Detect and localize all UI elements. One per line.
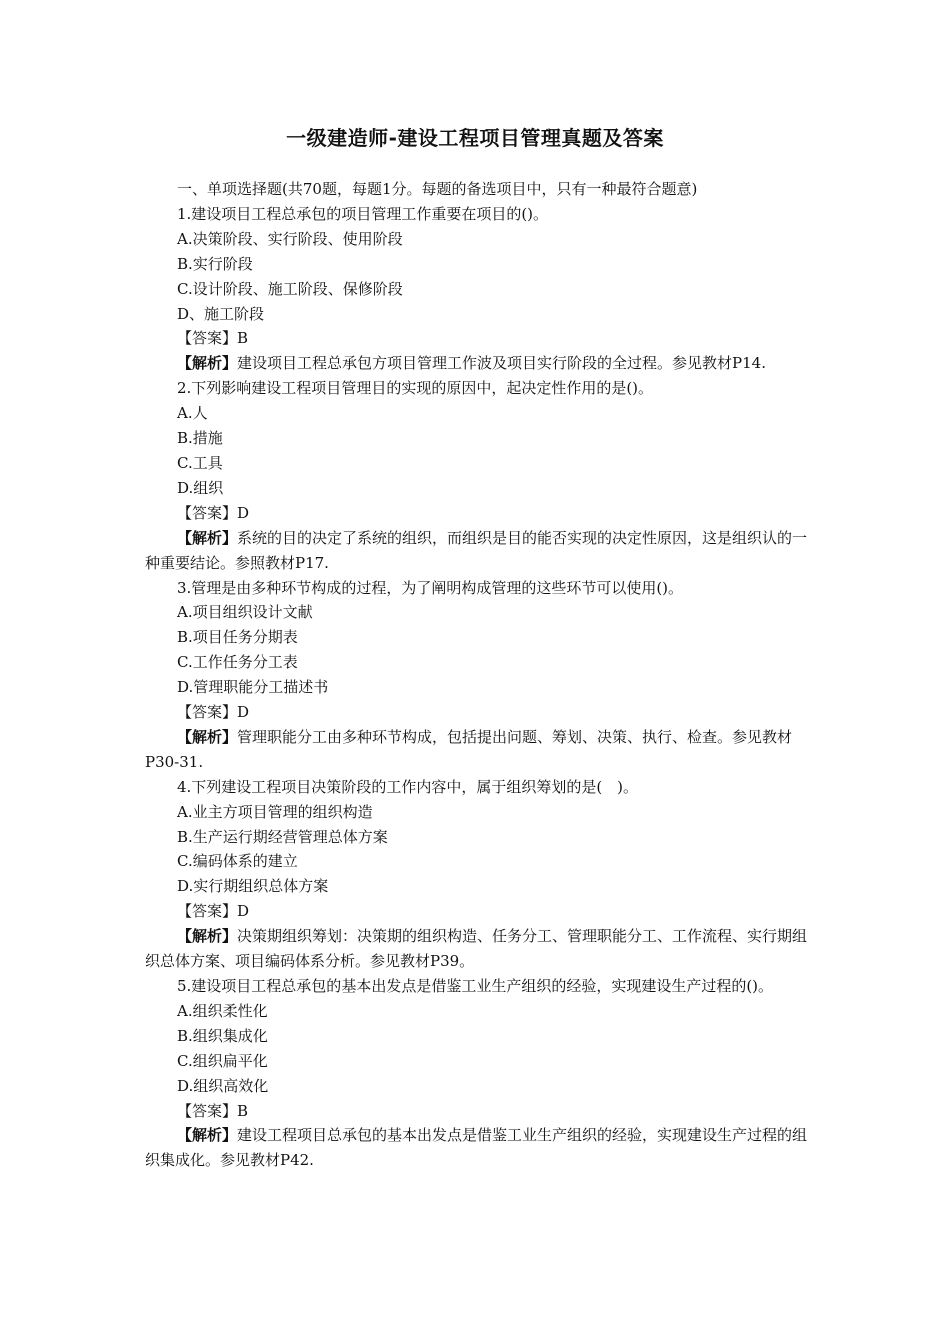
answer-line bbox=[145, 1099, 815, 1124]
question-option: B.项目任务分期表 bbox=[177, 628, 298, 647]
analysis-line bbox=[145, 924, 815, 974]
question-option: A.组织柔性化 bbox=[177, 1001, 268, 1020]
analysis-text: 建设项目工程总承包方项目管理工作波及项目实行阶段的全过程。参见教材P14. bbox=[237, 354, 766, 373]
question-option: A.项目组织设计文献 bbox=[177, 603, 313, 622]
document-body bbox=[145, 177, 815, 1173]
question-option: C.编码体系的建立 bbox=[177, 852, 298, 871]
question-option: D.实行期组织总体方案 bbox=[177, 877, 329, 896]
question-option: C.设计阶段、施工阶段、保修阶段 bbox=[177, 279, 403, 298]
analysis-line bbox=[145, 351, 815, 376]
question-option: D、施工阶段 bbox=[177, 304, 265, 323]
analysis-label: 【解析】 bbox=[177, 528, 238, 547]
analysis-label: 【解析】 bbox=[177, 1126, 238, 1145]
question-option: C.组织扁平化 bbox=[177, 1051, 268, 1070]
question-option: C.工具 bbox=[177, 453, 223, 472]
section-heading: 一、单项选择题(共70题，每题1分。每题的备选项目中，只有一种最符合题意) bbox=[177, 180, 698, 198]
question-option: B.生产运行期经营管理总体方案 bbox=[177, 827, 388, 846]
question-stem: 2.下列影响建设工程项目管理目的实现的原因中，起决定性作用的是()。 bbox=[177, 379, 654, 398]
analysis-text: 管理职能分工由多种环节构成，包括提出问题、筹划、决策、执行、检查。参见教材P30-31. bbox=[145, 727, 793, 771]
answer-label: 【答案】 bbox=[177, 329, 238, 348]
question-option: A.决策阶段、实行阶段、使用阶段 bbox=[177, 229, 403, 248]
answer-line bbox=[145, 326, 815, 351]
answer-line bbox=[145, 899, 815, 924]
question-option: B.组织集成化 bbox=[177, 1026, 268, 1045]
question-stem: 4.下列建设工程项目决策阶段的工作内容中，属于组织筹划的是( )。 bbox=[177, 777, 639, 796]
answer-value: D bbox=[237, 902, 250, 921]
question-option: C.工作任务分工表 bbox=[177, 653, 298, 672]
question-option: D.组织 bbox=[177, 478, 224, 497]
question-option: B.实行阶段 bbox=[177, 254, 253, 273]
document-title: 一级建造师-建设工程项目管理真题及答案 bbox=[286, 126, 664, 150]
answer-value: D bbox=[237, 703, 250, 722]
question-stem: 1.建设项目工程总承包的项目管理工作重要在项目的()。 bbox=[177, 204, 549, 223]
question-option: B.措施 bbox=[177, 429, 223, 448]
analysis-label: 【解析】 bbox=[177, 354, 238, 373]
analysis-text: 建设工程项目总承包的基本出发点是借鉴工业生产组织的经验，实现建设生产过程的组织集成化。参见教材P42. bbox=[145, 1126, 808, 1170]
answer-label: 【答案】 bbox=[177, 703, 238, 722]
answer-line bbox=[145, 700, 815, 725]
question-stem: 5.建设项目工程总承包的基本出发点是借鉴工业生产组织的经验，实现建设生产过程的()。 bbox=[177, 977, 774, 995]
analysis-line bbox=[145, 1123, 815, 1173]
analysis-label: 【解析】 bbox=[177, 727, 238, 746]
analysis-text: 系统的目的决定了系统的组织，而组织是目的能否实现的决定性原因，这是组织认的一种重要结论。参照教材P17. bbox=[145, 528, 808, 572]
question-option: D.管理职能分工描述书 bbox=[177, 678, 329, 697]
answer-label: 【答案】 bbox=[177, 503, 238, 522]
question-option: A.业主方项目管理的组织构造 bbox=[177, 802, 373, 821]
answer-value: B bbox=[237, 1101, 249, 1120]
analysis-line bbox=[145, 725, 815, 775]
question-stem: 3.管理是由多种环节构成的过程，为了阐明构成管理的这些环节可以使用()。 bbox=[177, 578, 684, 597]
answer-value: B bbox=[237, 329, 249, 348]
answer-line bbox=[145, 501, 815, 526]
answer-label: 【答案】 bbox=[177, 902, 238, 921]
answer-value: D bbox=[237, 503, 250, 522]
question-option: D.组织高效化 bbox=[177, 1076, 269, 1095]
analysis-text: 决策期组织筹划：决策期的组织构造、任务分工、管理职能分工、工作流程、实行期组织总体方案、项目编码体系分析。参见教材P39。 bbox=[145, 927, 808, 971]
question-option: A.人 bbox=[177, 404, 208, 423]
analysis-line bbox=[145, 526, 815, 576]
analysis-label: 【解析】 bbox=[177, 927, 238, 946]
answer-label: 【答案】 bbox=[177, 1101, 238, 1120]
